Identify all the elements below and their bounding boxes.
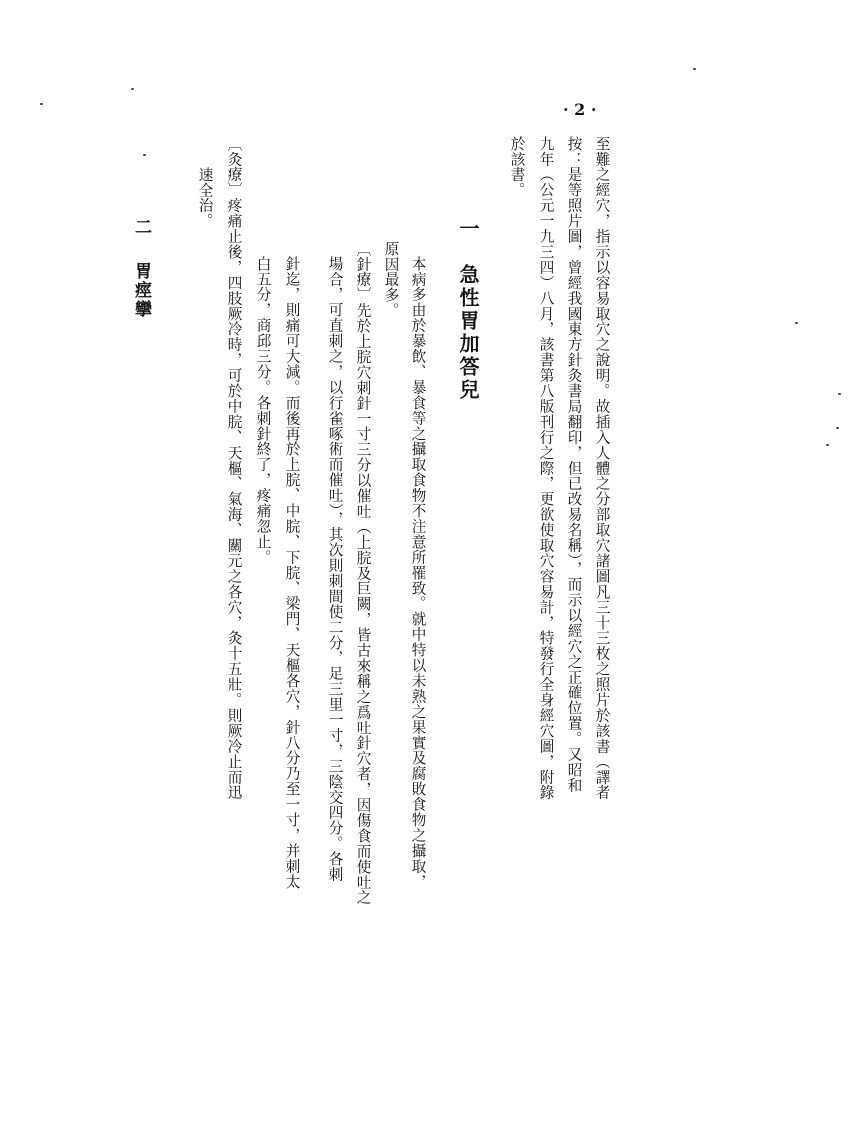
para1-col4: 於該書。 (508, 136, 526, 198)
cause-col1: 本病多由於暴飲、暴食等之攝取食物不注意所罹致。就中特以未熟之果實及腐敗食物之攝取， (409, 256, 427, 890)
moxibustion-col1: 〔灸療〕疼痛止後，四肢厥冷時，可於中脘、天樞、氣海、關元之各穴，灸十五壯。則厥冷止而迅 (225, 136, 243, 801)
section-heading: 一 急性胃加答兒 (456, 218, 480, 402)
scan-speck (131, 88, 134, 90)
scan-speck (836, 427, 839, 429)
page-number (563, 100, 596, 119)
acupuncture-col1: 〔針療〕先於上脘穴刺針一寸三分以催吐（上脘及巨闕，皆古來稱之爲吐針穴者，因傷食而使吐之 (354, 241, 372, 906)
scan-speck (143, 154, 146, 156)
scan-speck (838, 393, 841, 395)
chapter-title: 胃痙攣 (131, 262, 151, 319)
page-number-text: 2 (574, 100, 586, 119)
para1-col2: 按：是等照片圖，曾經我國東方針灸書局翻印，但已改易名稱），而示以經穴之正確位置。又昭和 (565, 136, 583, 794)
para1-col1: 至難之經穴，指示以容易取穴之說明。故插入人體之分部取穴諸圖凡三十三枚之照片於該書（譯者 (593, 136, 611, 801)
dot-left: · (563, 100, 569, 119)
scan-speck (40, 103, 43, 105)
moxibustion-col2: 速全治。 (196, 167, 214, 229)
cause-col2: 原因最多。 (382, 241, 400, 319)
dot-right: · (590, 100, 597, 119)
scan-speck (693, 68, 696, 70)
chapter-number: 二 (131, 218, 151, 237)
acupuncture-col2: 場合，可直刺之，以行雀啄術而催吐），其次則刺間使二分，足三里一寸，三陰交四分。各刺 (326, 256, 344, 883)
acupuncture-col3: 針迄，則痛可大減。而後再於上脘、中脘、下脘、梁門、天樞各穴，針八分乃至一寸，并刺太 (283, 256, 301, 890)
acupuncture-col4: 白五分，商邱三分。各刺針終了，疼痛忽止。 (254, 256, 272, 565)
scan-speck (826, 444, 829, 446)
scan-speck (795, 322, 798, 324)
para1-col3: 九年（公元一九三四）八月，該書第八版刊行之際，更欲使取穴容易計，特發行全身經穴圖，附錄 (537, 136, 555, 801)
